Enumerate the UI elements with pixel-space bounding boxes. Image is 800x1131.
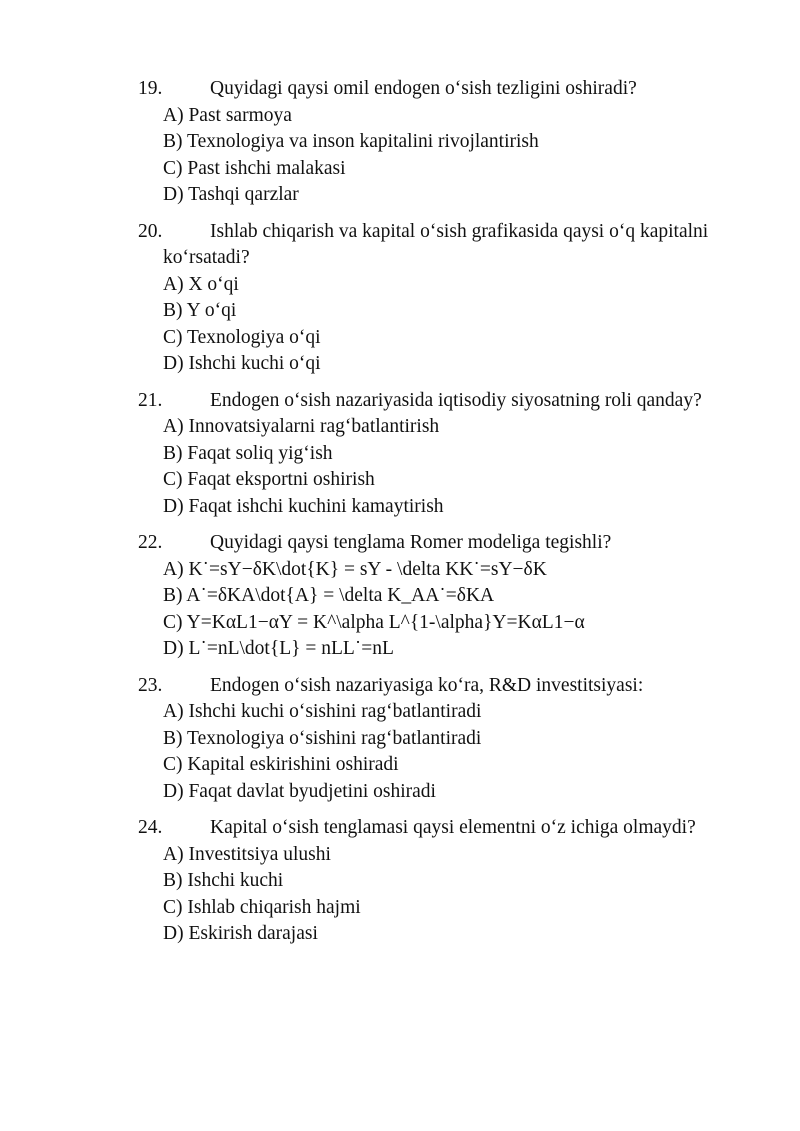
answer-options (0, 842, 800, 948)
question-stem (0, 219, 800, 272)
option-b: B) Texnologiya va inson kapitalini rivojlantirish (163, 131, 539, 152)
option-d: D) Tashqi qarzlar (163, 184, 299, 205)
option-c: C) Faqat eksportni oshirish (163, 469, 375, 490)
answer-options (0, 414, 800, 520)
question-text: Endogen o‘sish nazariyasiga ko‘ra, R&D investitsiyasi: (210, 674, 644, 696)
question-21 (0, 388, 800, 521)
option-d: D) Ishchi kuchi o‘qi (163, 353, 321, 374)
option-c: C) Ishlab chiqarish hajmi (163, 896, 361, 918)
option-b: B) Texnologiya o‘sishini rag‘batlantiradi (163, 727, 482, 749)
option-a: A) Ishchi kuchi o‘sishini rag‘batlantiradi (163, 701, 482, 722)
option-b: B) Ishchi kuchi (163, 870, 284, 891)
answer-options (0, 557, 800, 663)
question-text: Kapital o‘sish tenglamasi qaysi elementni o‘z ichiga olmaydi? (210, 817, 696, 838)
answer-options (0, 699, 800, 805)
question-20 (0, 219, 800, 378)
option-a: A) Past sarmoya (163, 104, 292, 126)
option-d: D) L˙=nL\dot{L} = nLL˙=nL (163, 638, 394, 659)
question-stem (0, 673, 800, 700)
option-a: A) Investitsiya ulushi (163, 843, 331, 865)
option-d: D) Eskirish darajasi (163, 923, 318, 944)
question-stem (0, 388, 800, 415)
question-number: 21. (138, 389, 163, 411)
question-22 (0, 530, 800, 663)
question-number: 19. (138, 78, 163, 99)
option-a: A) Innovatsiyalarni rag‘batlantirish (163, 416, 440, 437)
answer-options (0, 272, 800, 378)
question-text: Quyidagi qaysi tenglama Romer modeliga tegishli? (210, 532, 612, 553)
question-document (0, 76, 800, 958)
question-number: 22. (138, 532, 163, 553)
answer-options (0, 103, 800, 209)
question-text: Ishlab chiqarish va kapital o‘sish grafikasida qaysi o‘q kapitalni ko‘rsatadi? (163, 220, 709, 268)
option-d: D) Faqat ishchi kuchini kamaytirish (163, 495, 444, 517)
option-c: C) Kapital eskirishini oshiradi (163, 754, 399, 775)
question-19 (0, 76, 800, 209)
option-b: B) Faqat soliq yig‘ish (163, 442, 333, 464)
question-23 (0, 673, 800, 806)
option-a: A) X o‘qi (163, 273, 239, 295)
question-number: 20. (138, 220, 163, 242)
option-c: C) Texnologiya o‘qi (163, 326, 321, 348)
option-a: A) K˙=sY−δK\dot{K} = sY - \delta KK˙=sY−δK (163, 558, 547, 580)
option-c: C) Y=KαL1−αY = K^\alpha L^{1-\alpha}Y=KαL1−α (163, 611, 585, 633)
question-text: Quyidagi qaysi omil endogen o‘sish tezligini oshiradi? (210, 78, 637, 99)
question-stem (0, 530, 800, 557)
question-number: 23. (138, 674, 163, 696)
option-d: D) Faqat davlat byudjetini oshiradi (163, 780, 436, 802)
question-text: Endogen o‘sish nazariyasida iqtisodiy siyosatning roli qanday? (210, 389, 702, 411)
option-b: B) Y o‘qi (163, 300, 237, 321)
option-c: C) Past ishchi malakasi (163, 157, 346, 179)
question-stem (0, 815, 800, 842)
question-24 (0, 815, 800, 948)
question-stem (0, 76, 800, 103)
option-b: B) A˙=δKA\dot{A} = \delta K_AA˙=δKA (163, 585, 495, 606)
question-number: 24. (138, 817, 163, 838)
